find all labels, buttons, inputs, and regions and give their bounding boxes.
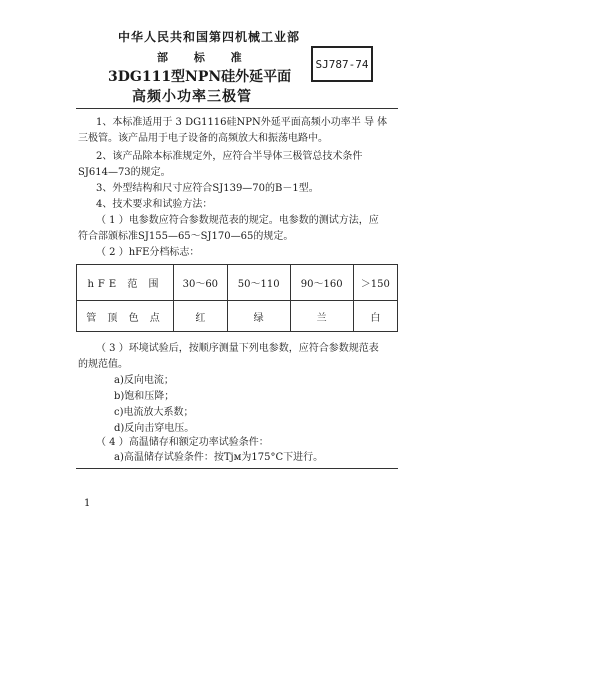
paragraph-2-line-1: 2、该产品除本标准规定外，应符合半导体三极管总技术条件	[96, 151, 363, 162]
paragraph-4-4: （ 4 ）高温储存和额定功率试验条件：	[96, 437, 269, 448]
standard-type-label: 部 标 准	[157, 51, 244, 64]
paragraph-4-3-line-2: 的规范值。	[78, 359, 128, 370]
document-title-line1: 3DG111型NPN硅外延平面	[108, 69, 292, 85]
paragraph-4-1-line-2: 符合部颁标准SJ155—65～SJ170—65的规定。	[78, 231, 294, 242]
color-dot-cell: 绿	[227, 301, 290, 332]
color-dot-header: 管 顶 色 点	[77, 301, 174, 332]
color-dot-cell: 红	[174, 301, 228, 332]
hfe-range-cell: 30～60	[174, 265, 228, 301]
hfe-grading-table	[76, 264, 398, 332]
table-row	[77, 265, 398, 301]
paragraph-4-1-line-1: （ 1 ）电参数应符合参数规范表的规定。电参数的测试方法，应	[96, 215, 379, 226]
hfe-range-header: hFE 范 围	[77, 265, 174, 301]
issuing-ministry: 中华人民共和国第四机械工业部	[118, 30, 301, 44]
document-title-line2: 高频小功率三极管	[132, 89, 252, 105]
paragraph-4-3-line-1: （ 3 ）环境试验后，按顺序测量下列电参数，应符合参数规范表	[96, 343, 379, 354]
list-item-d: d)反向击穿电压。	[114, 423, 195, 434]
color-dot-cell: 兰	[290, 301, 353, 332]
paragraph-3: 3、外型结构和尺寸应符合SJ139—70的B－1型。	[96, 183, 319, 194]
paragraph-1-line-1: 1、本标准适用于 3 DG1116硅NPN外延平面高频小功率半 导 体	[96, 117, 388, 128]
paragraph-1-line-2: 三极管。该产品用于电子设备的高频放大和振荡电路中。	[78, 133, 328, 144]
paragraph-2-line-2: SJ614—73的规定。	[78, 167, 171, 178]
paragraph-4-2: （ 2 ）hFE分档标志：	[96, 247, 200, 258]
top-divider	[76, 108, 398, 109]
list-item-a: a)反向电流；	[114, 375, 174, 386]
standard-code: SJ787-74	[315, 57, 369, 71]
hfe-range-cell: 90～160	[290, 265, 353, 301]
list-item-b: b)饱和压降；	[114, 391, 175, 402]
table-row	[77, 301, 398, 332]
color-dot-cell: 白	[353, 301, 397, 332]
page-number: 1	[84, 498, 91, 509]
hfe-range-cell: ＞150	[353, 265, 397, 301]
paragraph-4: 4、技术要求和试验方法：	[96, 199, 213, 210]
standard-code-box	[311, 46, 373, 82]
hfe-range-cell: 50～110	[227, 265, 290, 301]
list-item-c: c)电流放大系数；	[114, 407, 194, 418]
paragraph-4-4-a: a)高温储存试验条件：按Tjм为175°C下进行。	[114, 452, 324, 463]
bottom-divider	[76, 468, 398, 469]
